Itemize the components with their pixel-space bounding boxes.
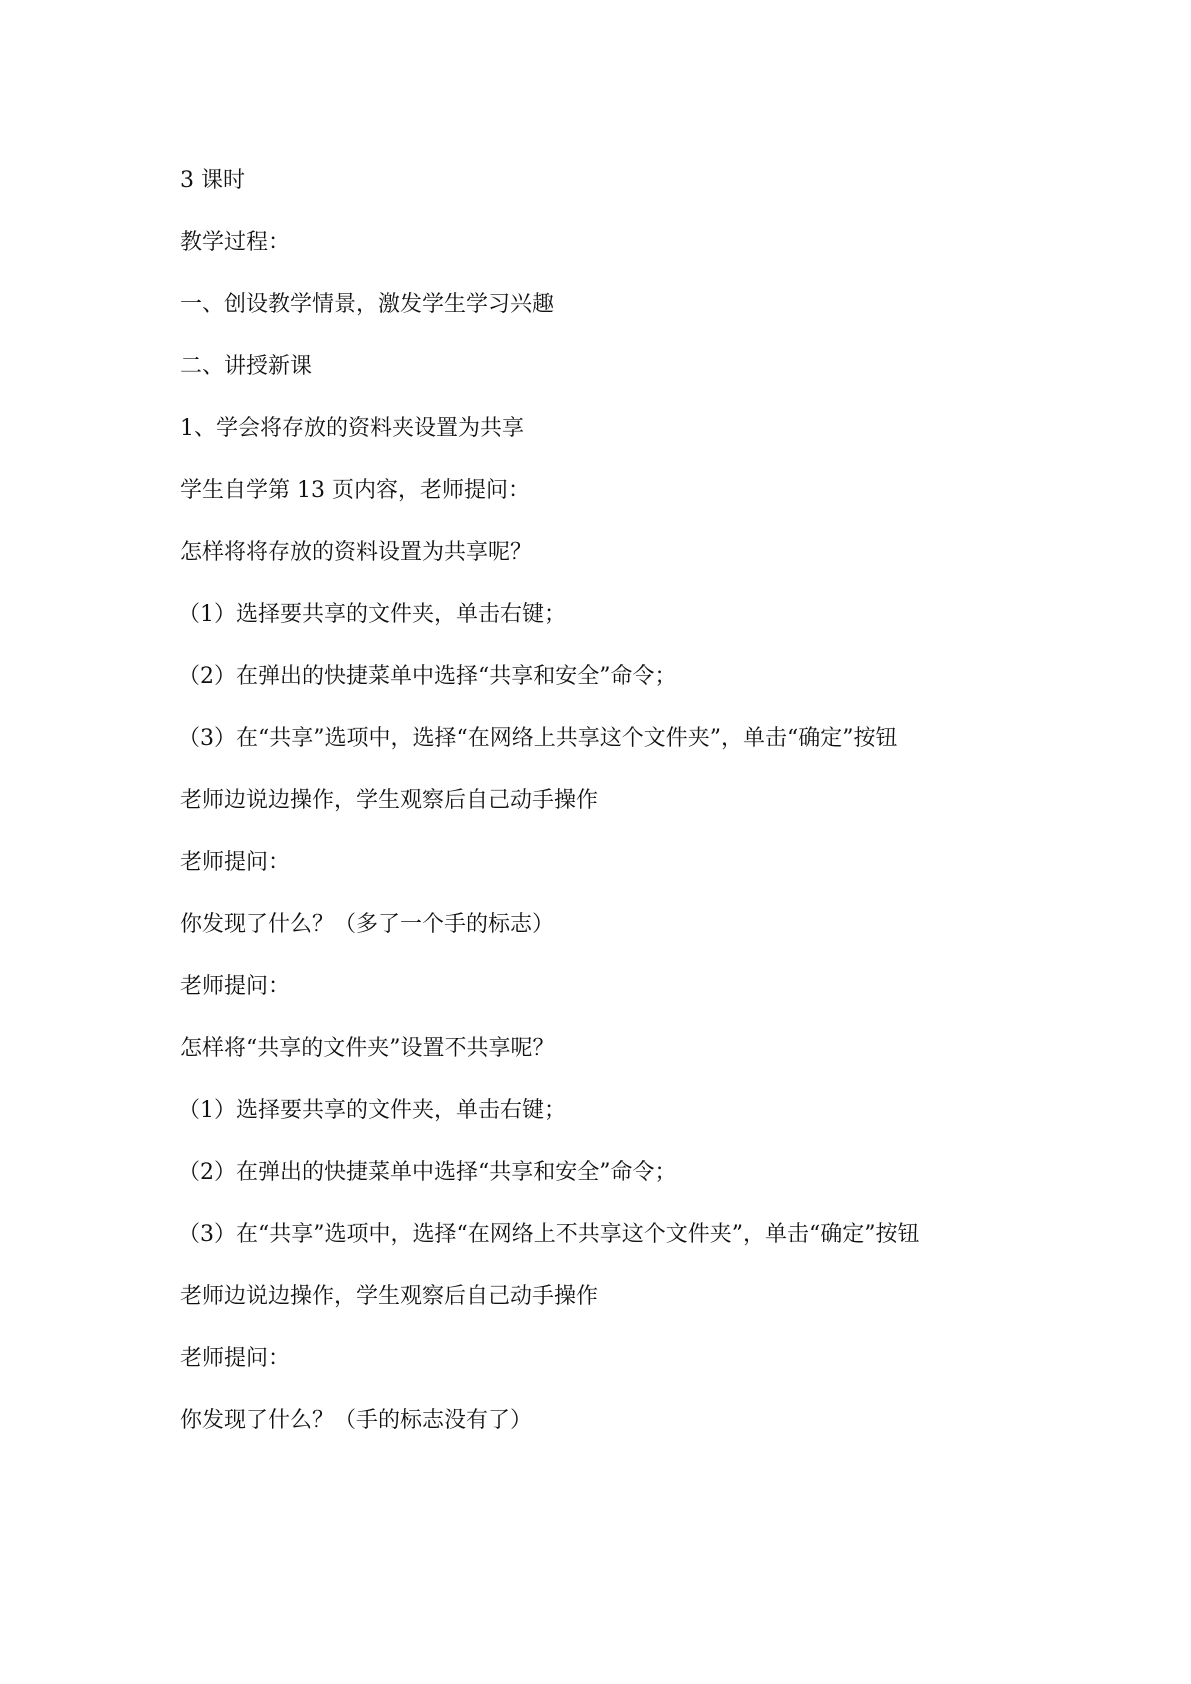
step-item: （2）在弹出的快捷菜单中选择“共享和安全”命令； (178, 664, 677, 689)
lesson-duration: 3 课时 (180, 168, 245, 193)
section-heading-two: 二、讲授新课 (180, 354, 313, 379)
question: 怎样将“共享的文件夹”设置不共享呢？ (180, 1036, 555, 1061)
step-item: （3）在“共享”选项中，选择“在网络上不共享这个文件夹”，单击“确定”按钮 (178, 1222, 920, 1247)
paragraph: 老师提问： (180, 974, 291, 999)
paragraph: 老师提问： (180, 850, 291, 875)
subsection-heading-1: 1、学会将存放的资料夹设置为共享 (180, 416, 524, 441)
paragraph: 老师提问： (180, 1346, 291, 1371)
question: 怎样将将存放的资料设置为共享呢？ (180, 540, 533, 565)
paragraph: 学生自学第 13 页内容，老师提问： (180, 478, 530, 503)
step-item: （2）在弹出的快捷菜单中选择“共享和安全”命令； (178, 1160, 677, 1185)
paragraph: 你发现了什么？（手的标志没有了） (180, 1408, 533, 1433)
section-heading-one: 一、创设教学情景，激发学生学习兴趣 (180, 292, 555, 317)
paragraph: 老师边说边操作，学生观察后自己动手操作 (180, 1284, 599, 1309)
step-item: （1）选择要共享的文件夹，单击右键； (178, 1098, 566, 1123)
section-heading-process: 教学过程： (180, 230, 291, 255)
step-item: （3）在“共享”选项中，选择“在网络上共享这个文件夹”，单击“确定”按钮 (178, 726, 898, 751)
paragraph: 老师边说边操作，学生观察后自己动手操作 (180, 788, 599, 813)
document-body (180, 166, 1020, 1468)
paragraph: 你发现了什么？（多了一个手的标志） (180, 912, 555, 937)
step-item: （1）选择要共享的文件夹，单击右键； (178, 602, 566, 627)
